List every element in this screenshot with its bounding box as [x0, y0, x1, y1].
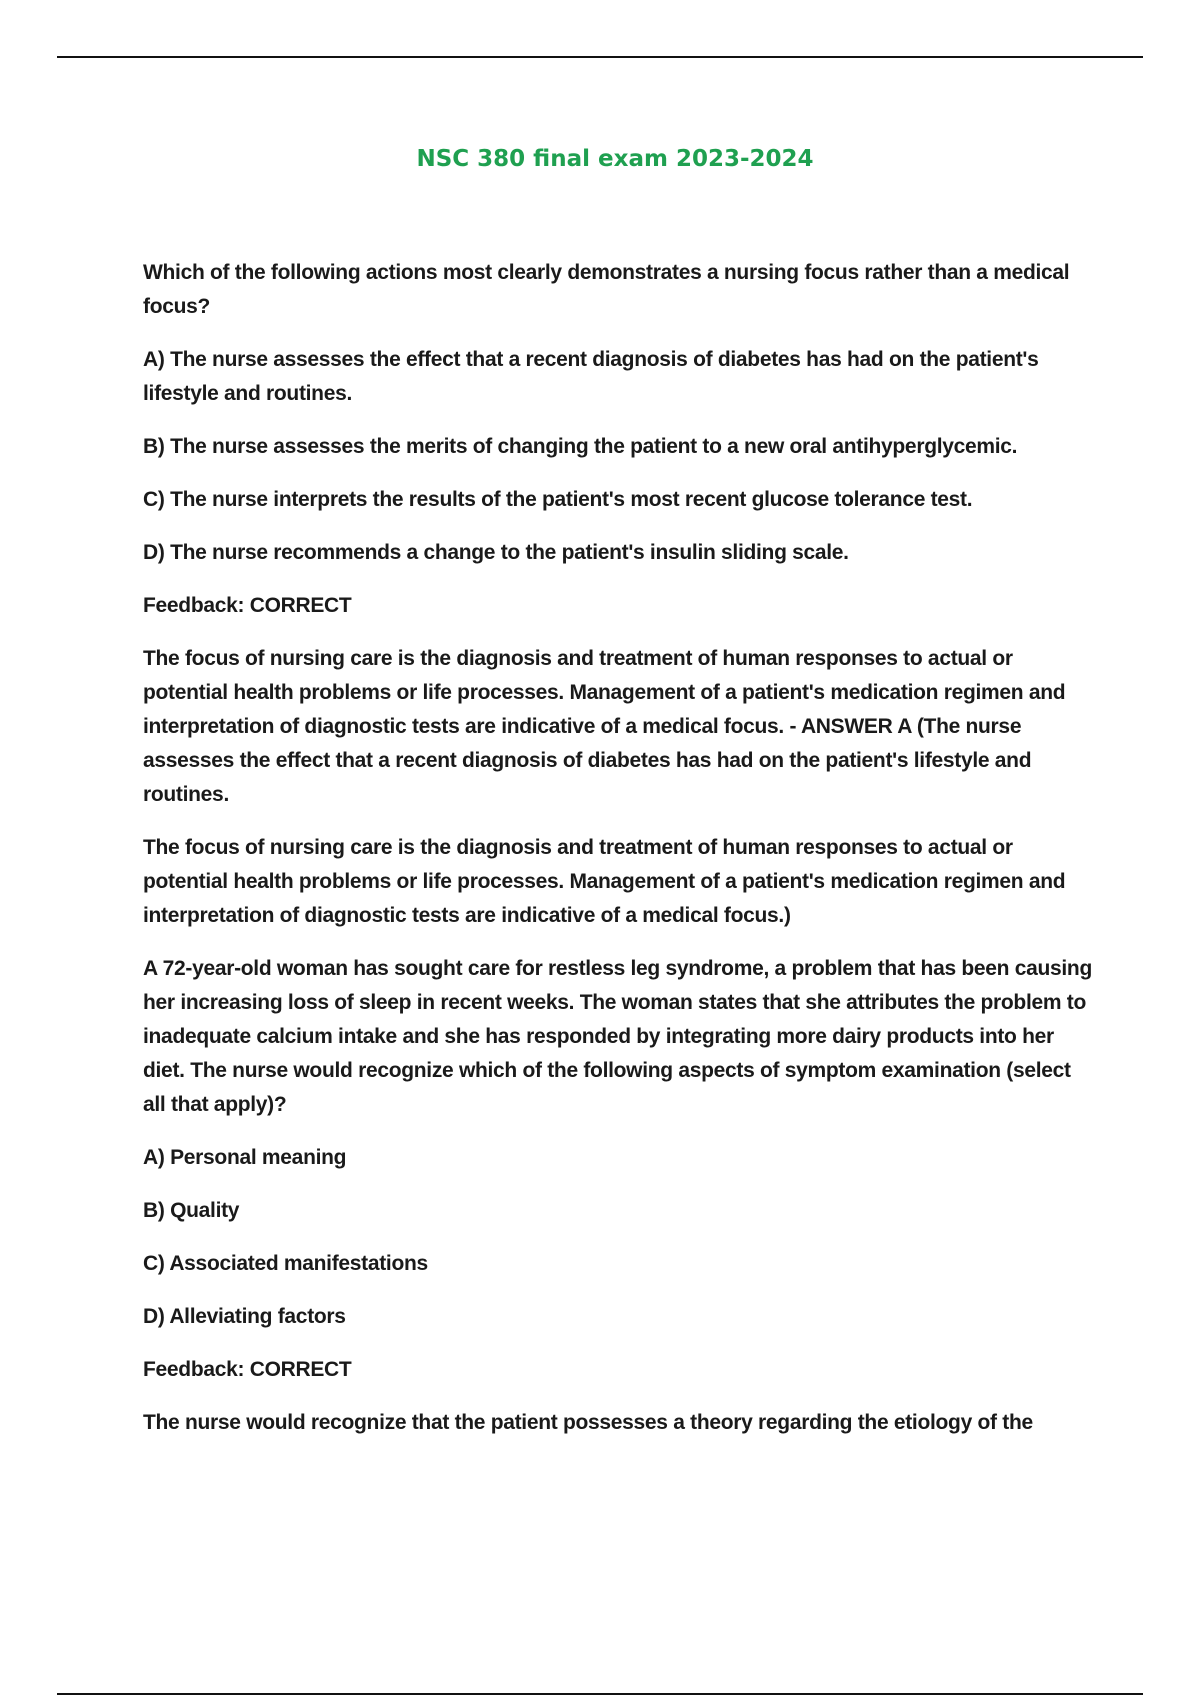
question-1-option-c: C) The nurse interprets the results of the patient's most recent glucose tolerance test. — [143, 488, 973, 511]
question-1-option-d: D) The nurse recommends a change to the patient's insulin sliding scale. — [143, 541, 849, 564]
top-divider — [57, 56, 1143, 58]
question-2-explanation: The nurse would recognize that the patient possesses a theory regarding the etiology of the — [143, 1411, 1033, 1434]
question-1-option-b: B) The nurse assesses the merits of changing the patient to a new oral antihyperglycemic. — [143, 435, 1018, 458]
question-2-option-d: D) Alleviating factors — [143, 1305, 346, 1328]
question-1-feedback: Feedback: CORRECT — [143, 594, 352, 617]
question-1-stem: Which of the following actions most clearly demonstrates a nursing focus rather than a medical focus? — [143, 261, 1070, 318]
question-2-option-c: C) Associated manifestations — [143, 1252, 428, 1275]
question-2-feedback: Feedback: CORRECT — [143, 1358, 352, 1381]
question-1-explanation: The focus of nursing care is the diagnosis and treatment of human responses to actual or potential health problems or life processes. Management of a patient's medication regimen and interpretation of diagnostic tests are indicative of a medical focus. - ANSWER A (The nurse assesses the effect that a recent diagnosis of diabetes has had on the patient's lifestyle and routines. — [143, 647, 1066, 806]
question-2-option-a: A) Personal meaning — [143, 1146, 347, 1169]
document-title: NSC 380 final exam 2023-2024 — [416, 146, 814, 172]
question-2-option-b: B) Quality — [143, 1199, 240, 1222]
bottom-divider — [57, 1693, 1143, 1695]
question-1-option-a: A) The nurse assesses the effect that a recent diagnosis of diabetes has had on the patient's lifestyle and routines. — [143, 348, 1039, 405]
question-1-answer-rationale: The focus of nursing care is the diagnosis and treatment of human responses to actual or potential health problems or life processes. Management of a patient's medication regimen and interpretation of diagnostic tests are indicative of a medical focus.) — [143, 836, 1066, 927]
document-body — [143, 256, 1093, 1459]
question-2-stem: A 72-year-old woman has sought care for restless leg syndrome, a problem that has been causing her increasing loss of sleep in recent weeks. The woman states that she attributes the problem to inadequate calcium intake and she has responded by integrating more dairy products into her diet. The nurse would recognize which of the following aspects of symptom examination (select all that apply)? — [143, 957, 1092, 1116]
